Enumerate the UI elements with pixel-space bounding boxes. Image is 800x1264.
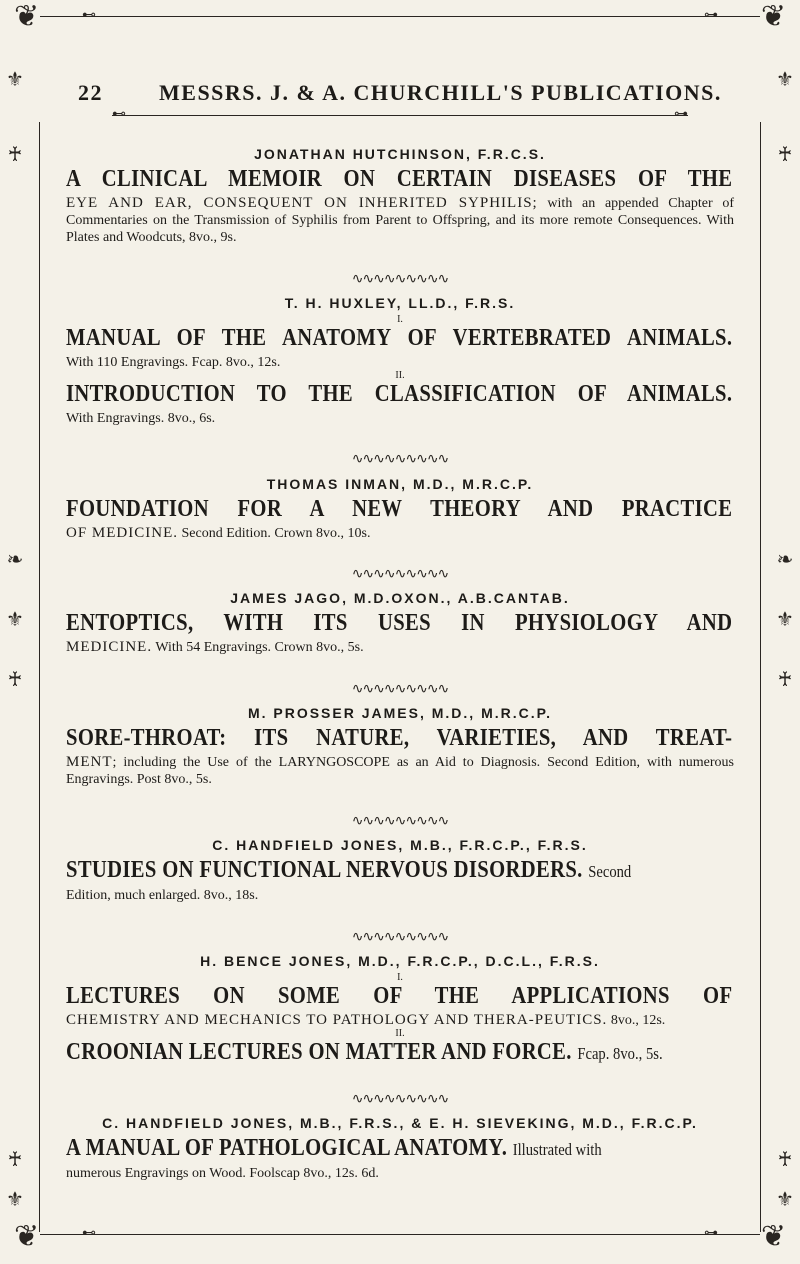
rule-knot-icon: ⊶: [674, 107, 688, 122]
side-ornament-icon: ♰: [777, 1149, 793, 1171]
side-ornament-icon: ⚜: [6, 69, 24, 91]
divider-ornament: ∿∿∿∿∿∿∿∿∿: [351, 812, 449, 829]
work-title-tail: Second: [588, 861, 632, 881]
work-title: [66, 725, 732, 752]
rule-knot-icon: ⊷: [112, 107, 126, 122]
work-title-text: MANUAL OF THE ANATOMY OF VERTEBRATED ANIMALS.: [66, 324, 733, 351]
description-lead: OF MEDICINE.: [66, 524, 178, 541]
divider-ornament: ∿∿∿∿∿∿∿∿∿: [351, 451, 449, 468]
publication-entry: [66, 837, 734, 904]
author-name: T. H. HUXLEY, LL.D., F.R.S.: [284, 294, 516, 311]
work-title-text: FOUNDATION FOR A NEW THEORY AND PRACTICE: [66, 495, 733, 522]
description-text: Second Edition. Crown 8vo., 10s.: [178, 525, 371, 541]
work-title: [66, 325, 732, 352]
side-ornament-icon: ❧: [776, 549, 794, 571]
divider-ornament: ∿∿∿∿∿∿∿∿∿: [351, 1091, 449, 1108]
bottom-border-rule: [40, 1234, 760, 1235]
work-description: [66, 754, 734, 788]
description-text: with an appended Chapter of Commentaries on the Transmission of Syphilis from Parent to Offspring, and its more remote Consequences. With Plates and Woodcuts, 8vo., 9s.: [66, 196, 734, 245]
description-text: Edition, much enlarged. 8vo., 18s.: [66, 887, 259, 903]
rule-knot-icon: ⊷: [82, 1226, 96, 1241]
work-description: [66, 639, 734, 656]
side-ornament-icon: ♰: [7, 144, 23, 166]
work-title: [66, 1135, 732, 1163]
work-title: [66, 496, 732, 523]
work-description: [66, 1012, 734, 1029]
side-ornament-icon: ♰: [7, 1149, 23, 1171]
work-title-text: A CLINICAL MEMOIR ON CERTAIN DISEASES OF THE: [66, 166, 733, 192]
work-description: [66, 1165, 734, 1182]
description-lead: MENT: [66, 754, 113, 771]
work-title-text: SORE-THROAT: ITS NATURE, VARIETIES, AND TREAT-: [66, 725, 733, 752]
publication-entry: [66, 705, 734, 788]
work-numeral: II.: [395, 369, 405, 381]
work-title: [66, 857, 732, 885]
author-name: JAMES JAGO, M.D.OXON., A.B.CANTAB.: [230, 590, 570, 607]
author-name: M. PROSSER JAMES, M.D., M.R.C.P.: [247, 705, 553, 722]
description-text: With 110 Engravings. Fcap. 8vo., 12s.: [66, 354, 281, 370]
description-text: With 54 Engravings. Crown 8vo., 5s.: [152, 640, 364, 656]
work-title: [66, 610, 732, 637]
work-title: [66, 983, 732, 1010]
work-description: [66, 195, 734, 246]
publication-entry: [66, 953, 734, 1067]
corner-ornament-icon: ❦: [760, 1220, 786, 1253]
publication-entry: [66, 476, 734, 542]
work-description: [66, 887, 734, 904]
description-text: ; including the Use of the LARYNGOSCOPE as an Aid to Diagnosis. Second Edition, with numerous Engravings. Post 8vo., 5s.: [66, 755, 734, 788]
work-title-text: ENTOPTICS, WITH ITS USES IN PHYSIOLOGY AND: [66, 610, 733, 637]
page-number: 22: [78, 80, 103, 105]
rule-knot-icon: ⊷: [82, 8, 96, 23]
divider-ornament: ∿∿∿∿∿∿∿∿∿: [351, 680, 449, 697]
work-title-text: LECTURES ON SOME OF THE APPLICATIONS OF: [66, 982, 733, 1009]
work-description: [66, 354, 734, 371]
corner-ornament-icon: ❦: [14, 0, 40, 33]
right-border-rule: [760, 122, 761, 1232]
work-title: [66, 166, 732, 193]
side-ornament-icon: ⚜: [6, 609, 24, 631]
description-lead: CHEMISTRY AND MECHANICS TO PATHOLOGY AND THERA-PEUTICS.: [66, 1011, 608, 1028]
divider-ornament: ∿∿∿∿∿∿∿∿∿: [351, 566, 449, 583]
work-title-tail: Illustrated with: [512, 1140, 602, 1160]
work-title-text: STUDIES ON FUNCTIONAL NERVOUS DISORDERS.: [66, 856, 583, 883]
top-border-rule: [40, 16, 760, 17]
publication-entry: [66, 146, 734, 246]
side-ornament-icon: ⚜: [776, 69, 794, 91]
author-name: H. BENCE JONES, M.D., F.R.C.P., D.C.L., F.R.S.: [200, 952, 600, 969]
work-title-tail: Fcap. 8vo., 5s.: [577, 1043, 663, 1063]
publication-entry: [66, 295, 734, 427]
work-title-text: CROONIAN LECTURES ON MATTER AND FORCE.: [66, 1038, 572, 1065]
work-title-text: INTRODUCTION TO THE CLASSIFICATION OF ANIMALS.: [66, 380, 733, 407]
work-numeral: I.: [397, 313, 403, 325]
header-underline-rule: [112, 115, 688, 116]
work-description: [66, 410, 734, 427]
publication-entry: [66, 1115, 734, 1182]
work-title: [66, 381, 732, 408]
author-name: C. HANDFIELD JONES, M.B., F.R.C.P., F.R.S.: [212, 836, 588, 853]
side-ornament-icon: ❧: [6, 549, 24, 571]
side-ornament-icon: ♰: [777, 144, 793, 166]
side-ornament-icon: ♰: [7, 669, 23, 691]
author-name: THOMAS INMAN, M.D., M.R.C.P.: [266, 475, 534, 492]
divider-ornament: ∿∿∿∿∿∿∿∿∿: [351, 270, 449, 287]
publication-list: [66, 146, 734, 1207]
rule-knot-icon: ⊶: [704, 1226, 718, 1241]
running-header: [78, 80, 740, 106]
author-name: JONATHAN HUTCHINSON, F.R.C.S.: [254, 146, 546, 162]
rule-knot-icon: ⊶: [704, 8, 718, 23]
side-ornament-icon: ⚜: [6, 1189, 24, 1211]
side-ornament-icon: ⚜: [776, 1189, 794, 1211]
work-numeral: II.: [395, 1027, 405, 1039]
publication-entry: [66, 590, 734, 656]
description-lead: MEDICINE.: [66, 639, 153, 656]
work-title: [66, 1039, 732, 1067]
side-ornament-icon: ⚜: [776, 609, 794, 631]
left-border-rule: [39, 122, 40, 1232]
running-title: MESSRS. J. & A. CHURCHILL'S PUBLICATIONS.: [159, 80, 722, 105]
description-text: With Engravings. 8vo., 6s.: [66, 410, 216, 426]
work-title-text: A MANUAL OF PATHOLOGICAL ANATOMY.: [66, 1135, 508, 1162]
description-lead: EYE AND EAR, CONSEQUENT ON INHERITED SYPHILIS;: [66, 195, 538, 211]
work-numeral: I.: [397, 971, 403, 983]
side-ornament-icon: ♰: [777, 669, 793, 691]
description-text: 8vo., 12s.: [607, 1012, 666, 1028]
corner-ornament-icon: ❦: [760, 0, 786, 33]
divider-ornament: ∿∿∿∿∿∿∿∿∿: [351, 928, 449, 945]
author-name: C. HANDFIELD JONES, M.B., F.R.S., & E. H. SIEVEKING, M.D., F.R.C.P.: [102, 1115, 698, 1132]
work-description: [66, 525, 734, 542]
description-text: numerous Engravings on Wood. Foolscap 8vo., 12s. 6d.: [66, 1166, 379, 1182]
corner-ornament-icon: ❦: [14, 1220, 40, 1253]
